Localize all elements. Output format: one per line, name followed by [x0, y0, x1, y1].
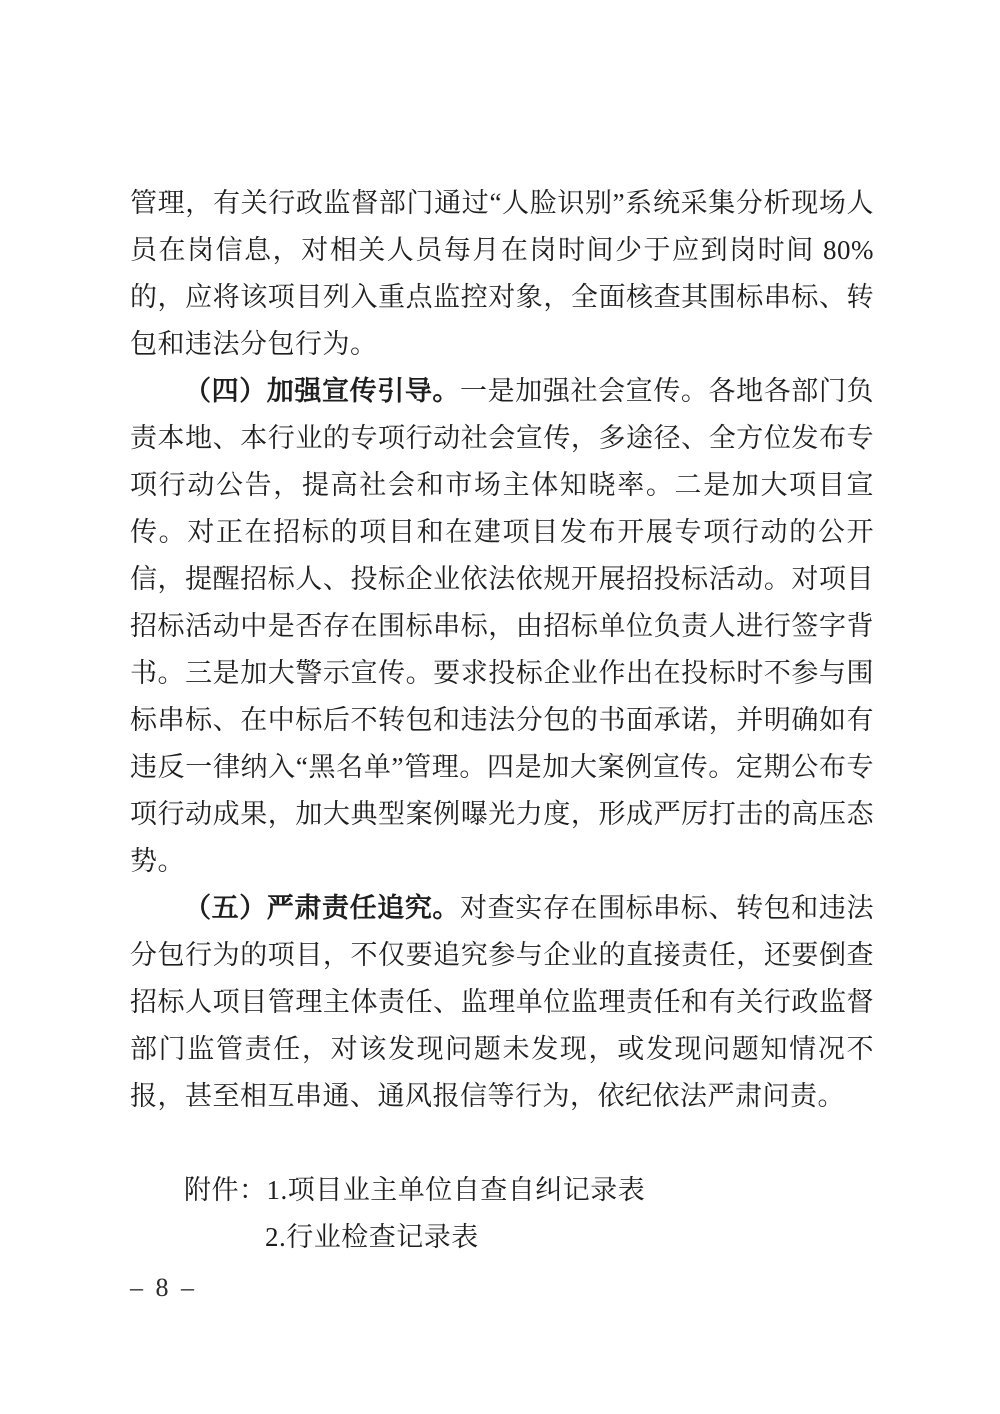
paragraph-lead: （四）加强宣传引导。: [184, 376, 461, 406]
paragraph-lead: （五）严肃责任追究。: [184, 893, 461, 923]
paragraph-continuation: [130, 180, 874, 368]
paragraph-text: 管理，有关行政监督部门通过“人脸识别”系统采集分析现场人员在岗信息，对相关人员每月在岗时间少于应到岗时间 80%的，应将该项目列入重点监控对象，全面核查其围标串标、转包和违法分包行为。: [130, 188, 874, 359]
attachment-block: [130, 1167, 874, 1261]
page-number: – 8 –: [130, 1273, 197, 1302]
page-footer: [130, 1272, 197, 1304]
attachment-item: 1.项目业主单位自查自纠记录表: [266, 1175, 646, 1205]
paragraph-section-5: [130, 885, 874, 1120]
attachment-line: [130, 1214, 874, 1261]
document-body: [130, 180, 874, 1261]
paragraph-text: 一是加强社会宣传。各地各部门负责本地、本行业的专项行动社会宣传，多途径、全方位发布专项行动公告，提高社会和市场主体知晓率。二是加大项目宣传。对正在招标的项目和在建项目发布开展专项行动的公开信，提醒招标人、投标企业依法依规开展招投标活动。对项目招标活动中是否存在围标串标，由招标单位负责人进行签字背书。三是加大警示宣传。要求投标企业作出在投标时不参与围标串标、在中标后不转包和违法分包的书面承诺，并明确如有违反一律纳入“黑名单”管理。四是加大案例宣传。定期公布专项行动成果，加大典型案例曝光力度，形成严厉打击的高压态势。: [130, 376, 875, 876]
attachment-label: 附件：: [184, 1175, 267, 1205]
paragraph-section-4: [130, 368, 874, 885]
attachment-line: [130, 1167, 874, 1214]
paragraph-text: 对查实存在围标串标、转包和违法分包行为的项目，不仅要追究参与企业的直接责任，还要倒查招标人项目管理主体责任、监理单位监理责任和有关行政监督部门监管责任，对该发现问题未发现，或发现问题知情况不报，甚至相互串通、通风报信等行为，依纪依法严肃问责。: [130, 893, 875, 1111]
attachment-item: 2.行业检查记录表: [265, 1222, 479, 1252]
